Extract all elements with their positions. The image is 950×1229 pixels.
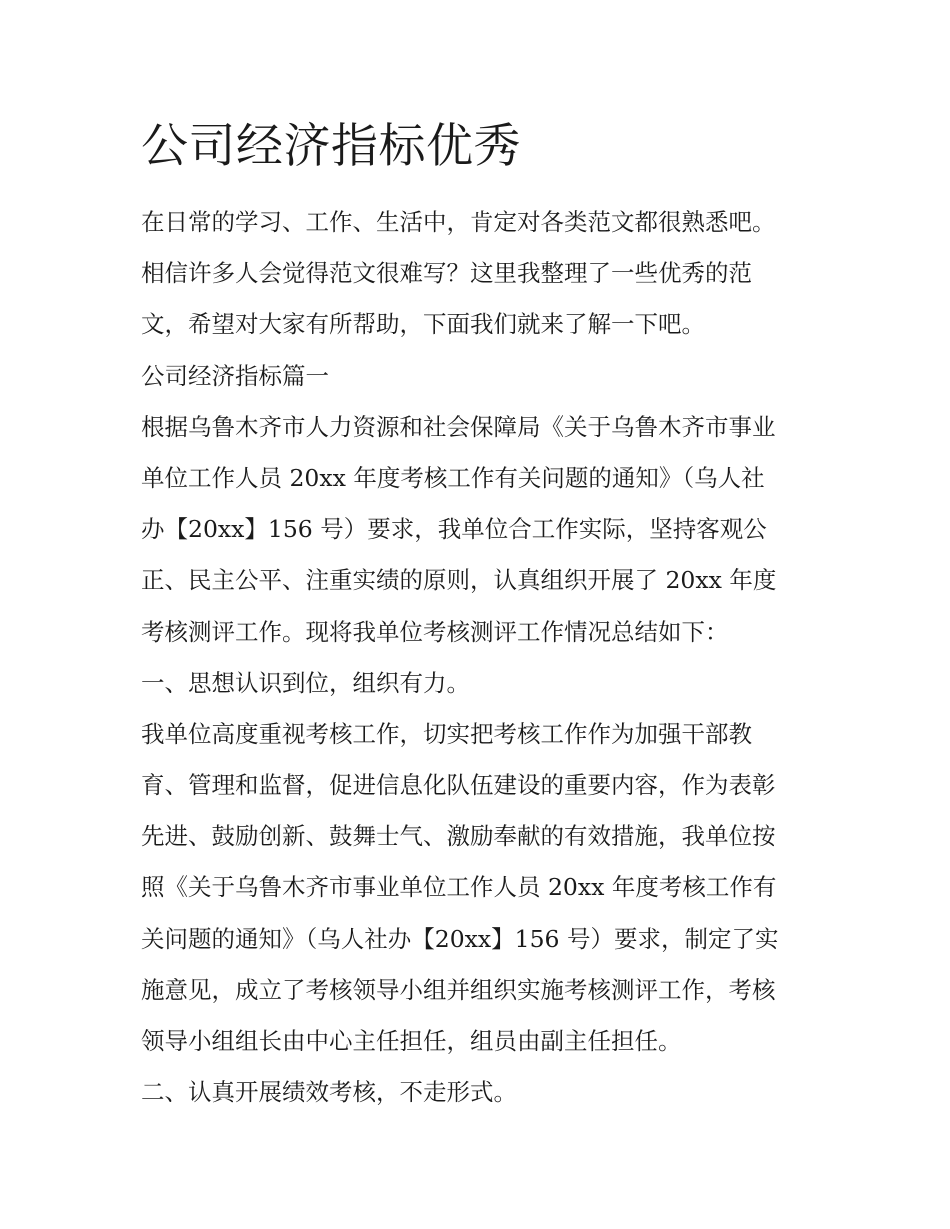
paragraph-line: 相信许多人会觉得范文很难写？这里我整理了一些优秀的范 xyxy=(141,259,752,288)
paragraph-line: 在日常的学习、工作、生活中，肯定对各类范文都很熟悉吧。 xyxy=(141,208,776,236)
section-heading: 公司经济指标篇一 xyxy=(141,361,329,390)
paragraph-line: 我单位高度重视考核工作，切实把考核工作作为加强干部教 xyxy=(141,719,752,748)
paragraph-line: 单位工作人员 20xx 年度考核工作有关问题的通知》（乌人社 xyxy=(141,463,765,492)
paragraph-line: 施意见，成立了考核领导小组并组织实施考核测评工作，考核 xyxy=(141,975,776,1004)
document-body xyxy=(141,197,831,1118)
paragraph-line: 考核测评工作。现将我单位考核测评工作情况总结如下： xyxy=(141,617,729,646)
section-heading: 二、认真开展绩效考核，不走形式。 xyxy=(141,1078,517,1107)
paragraph-line: 文，希望对大家有所帮助，下面我们就来了解一下吧。 xyxy=(141,310,705,339)
document-title: 公司经济指标优秀 xyxy=(141,119,521,174)
paragraph-line: 领导小组组长由中心主任担任，组员由副主任担任。 xyxy=(141,1027,682,1055)
paragraph-line: 正、民主公平、注重实绩的原则，认真组织开展了 20xx 年度 xyxy=(141,566,777,595)
paragraph-line: 关问题的通知》（乌人社办【20xx】156 号）要求，制定了实 xyxy=(141,924,779,953)
paragraph-line: 照《关于乌鲁木齐市事业单位工作人员 20xx 年度考核工作有 xyxy=(141,873,777,902)
paragraph-line: 办【20xx】156 号）要求，我单位合工作实际，坚持客观公 xyxy=(141,515,767,544)
paragraph-line: 先进、鼓励创新、鼓舞士气、激励奉献的有效措施，我单位按 xyxy=(141,822,776,851)
section-heading: 一、思想认识到位，组织有力。 xyxy=(141,668,470,697)
paragraph-line: 根据乌鲁木齐市人力资源和社会保障局《关于乌鲁木齐市事业 xyxy=(141,412,776,441)
paragraph-line: 育、管理和监督，促进信息化队伍建设的重要内容，作为表彰 xyxy=(141,771,776,800)
